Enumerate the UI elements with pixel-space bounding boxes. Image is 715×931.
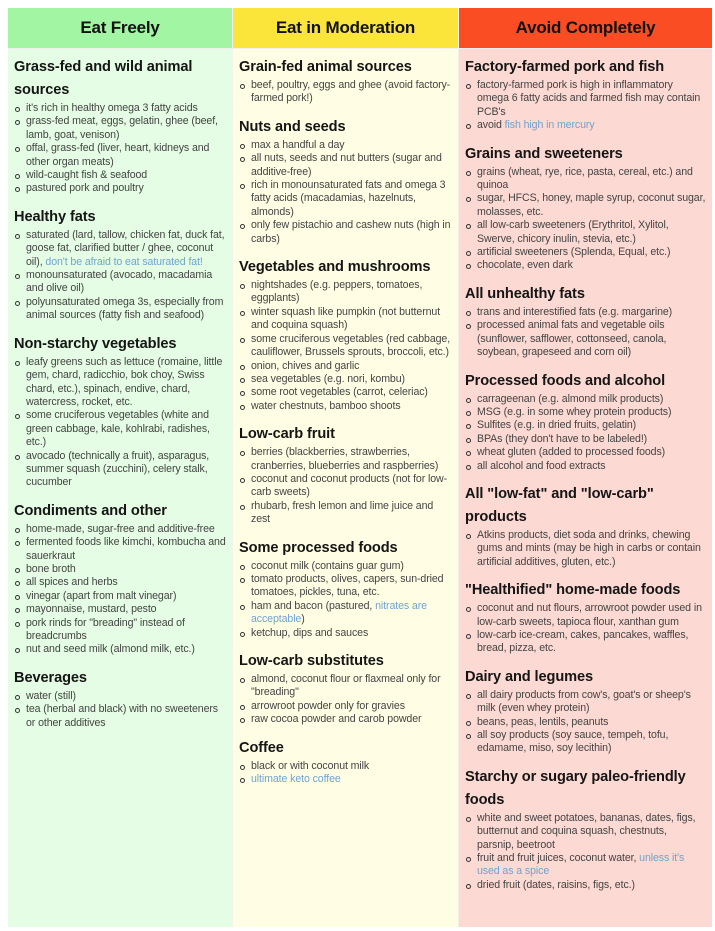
food-list-item — [239, 373, 452, 386]
food-list-item — [465, 319, 706, 359]
food-list-item — [239, 400, 452, 413]
column-eat-freely — [8, 8, 233, 927]
food-list-item — [465, 460, 706, 473]
category-title: All "low-fat" and "low-carb" products — [465, 485, 654, 525]
item-text: almond, coconut flour or flaxmeal only for "breading" — [251, 673, 441, 699]
item-text: max a handful a day — [251, 138, 345, 151]
food-list-item — [239, 306, 452, 333]
category-section — [14, 664, 226, 730]
item-text: nut and seed milk (almond milk, etc.) — [26, 643, 195, 656]
food-list — [14, 356, 226, 490]
item-text: only few pistachio and cashew nuts (high in carbs) — [251, 219, 451, 245]
food-list-item — [465, 246, 706, 259]
item-text: all dairy products from cow's, goat's or sheep's milk (even whey protein) — [477, 688, 691, 715]
food-list-item — [239, 773, 452, 786]
item-text: winter squash like pumpkin (not butternut and coquina squash) — [251, 305, 441, 332]
food-list-item — [239, 600, 452, 627]
item-text: chocolate, even dark — [477, 259, 573, 272]
item-link[interactable]: don't be afraid to eat saturated fat! — [45, 255, 203, 268]
item-text: it's rich in healthy omega 3 fatty acids — [26, 102, 198, 114]
food-list-item — [14, 617, 226, 644]
item-text: processed animal fats and vegetable oils (sunflower, safflower, cottonseed, canola, soybean, grapeseed and corn oil) — [477, 319, 667, 359]
food-list-item — [14, 409, 226, 449]
item-text: coconut milk (contains guar gum) — [251, 559, 404, 572]
category-section — [14, 203, 226, 323]
item-text: raw cocoa powder and carob powder — [251, 713, 422, 726]
category-section — [239, 734, 452, 787]
category-section — [239, 53, 452, 106]
item-text: vinegar (apart from malt vinegar) — [26, 589, 177, 602]
item-text: sea vegetables (e.g. nori, kombu) — [251, 372, 405, 385]
item-text: trans and interestified fats (e.g. margarine) — [477, 305, 673, 318]
food-list — [239, 673, 452, 727]
category-section — [14, 53, 226, 196]
item-link[interactable]: fish high in mercury — [504, 119, 595, 132]
category-title: Factory-farmed pork and fish — [465, 59, 665, 75]
item-text: bone broth — [26, 562, 76, 575]
item-text: wild-caught fish & seafood — [26, 169, 148, 182]
food-list-item — [239, 573, 452, 600]
item-text: all soy products (soy sauce, tempeh, tofu, edamame, miso, soy lecithin) — [477, 729, 669, 755]
item-text: black or with coconut milk — [251, 759, 370, 772]
food-list-item — [465, 529, 706, 569]
food-list-item — [239, 560, 452, 573]
food-list-item — [465, 879, 706, 892]
food-list-item — [239, 673, 452, 700]
item-text: dried fruit (dates, raisins, figs, etc.) — [477, 878, 635, 891]
category-section — [239, 647, 452, 727]
item-text: ketchup, dips and sauces — [251, 626, 369, 639]
food-list-item — [465, 419, 706, 432]
food-list-item — [465, 219, 706, 246]
item-text: grains (wheat, rye, rice, pasta, cereal, etc.) and quinoa — [477, 165, 693, 192]
category-title: Dairy and legumes — [465, 668, 594, 685]
food-list-item — [14, 169, 226, 182]
food-list-item — [465, 192, 706, 219]
item-text: grass-fed meat, eggs, gelatin, ghee (beef, lamb, goat, venison) — [26, 115, 218, 141]
item-text: factory-farmed pork is high in inflammatory omega 6 fatty acids and farmed fish may contain PCB's — [477, 79, 701, 118]
food-list-item — [14, 523, 226, 536]
food-list-item — [14, 576, 226, 589]
food-list-item — [465, 629, 706, 656]
category-title: Vegetables and mushrooms — [239, 259, 431, 276]
item-text: ham and bacon (pastured, — [251, 599, 376, 612]
category-title: Condiments and other — [14, 502, 167, 519]
food-list-item — [465, 689, 706, 716]
item-text: some cruciferous vegetables (white and green cabbage, kale, kohlrabi, radishes, etc.) — [26, 409, 210, 449]
item-text: rich in monounsaturated fats and omega 3 fatty acids (macadamias, hazelnuts, almonds) — [251, 179, 446, 218]
food-list-item — [239, 79, 452, 106]
food-list-item — [239, 500, 452, 527]
food-list — [465, 812, 706, 892]
item-text: fermented foods like kimchi, kombucha and sauerkraut — [26, 536, 226, 562]
food-list-item — [239, 473, 452, 500]
item-text: home-made, sugar-free and additive-free — [26, 522, 215, 535]
food-list-item — [465, 729, 706, 756]
category-section — [14, 497, 226, 657]
food-list-item — [465, 716, 706, 729]
food-list-item — [14, 563, 226, 576]
food-list — [239, 79, 452, 106]
category-section — [465, 663, 706, 756]
food-list-item — [465, 119, 706, 132]
food-list-item — [465, 602, 706, 629]
item-text: arrowroot powder only for gravies — [251, 699, 405, 712]
item-text-after: ) — [301, 613, 305, 626]
food-list-item — [239, 179, 452, 219]
item-text: water (still) — [26, 689, 76, 702]
item-text: beans, peas, lentils, peanuts — [477, 715, 609, 728]
food-list — [465, 529, 706, 569]
item-text: monounsaturated (avocado, macadamia and olive oil) — [26, 269, 213, 295]
category-title: Beverages — [14, 669, 87, 686]
item-link[interactable]: nitrates are acceptable — [251, 599, 427, 626]
category-title: Low-carb substitutes — [239, 653, 384, 669]
food-list — [239, 279, 452, 413]
item-link[interactable]: unless it's used as a spice — [477, 852, 685, 878]
item-text: polyunsaturated omega 3s, especially from animal sources (fatty fish and seafood) — [26, 295, 224, 322]
food-list — [239, 560, 452, 640]
item-text: tomato products, olives, capers, sun-dried tomatoes, pickles, tuna, etc. — [251, 572, 444, 599]
category-section — [465, 576, 706, 656]
item-text: onion, chives and garlic — [251, 359, 360, 372]
food-list-item — [14, 356, 226, 410]
food-list-item — [14, 142, 226, 169]
category-section — [239, 420, 452, 526]
item-text: MSG (e.g. in some whey protein products) — [477, 405, 672, 418]
category-section — [239, 534, 452, 640]
item-text: all alcohol and food extracts — [477, 459, 606, 472]
column-header: Eat Freely — [8, 8, 232, 49]
item-text: Atkins products, diet soda and drinks, chewing gums and mints (may be high in carbs or contain artificial additives, gluten, etc.) — [477, 528, 701, 568]
category-title: Grain-fed animal sources — [239, 59, 412, 75]
food-list-item — [14, 182, 226, 195]
food-list-item — [239, 139, 452, 152]
category-title: Starchy or sugary paleo-friendly foods — [465, 768, 686, 808]
food-list-item — [239, 279, 452, 306]
food-list-item — [465, 393, 706, 406]
food-list-item — [239, 219, 452, 246]
category-section — [465, 53, 706, 133]
column-body — [233, 49, 458, 927]
item-text: pork rinds for "breading" instead of breadcrumbs — [26, 616, 185, 642]
category-section — [465, 763, 706, 892]
item-text: BPAs (they don't have to be labeled!) — [477, 432, 648, 445]
item-text: mayonnaise, mustard, pesto — [26, 603, 157, 616]
food-list — [465, 79, 706, 133]
food-list-item — [239, 333, 452, 360]
food-list-item — [239, 152, 452, 179]
food-list-item — [14, 296, 226, 323]
category-title: Non-starchy vegetables — [14, 335, 177, 352]
category-title: Nuts and seeds — [239, 118, 346, 135]
item-text: saturated (lard, tallow, chicken fat, duck fat, goose fat, clarified butter / ghee, coconut oil), — [26, 228, 225, 268]
item-text: Sulfites (e.g. in dried fruits, gelatin) — [477, 419, 637, 432]
item-text: white and sweet potatoes, bananas, dates, figs, butternut and coquina squash, chestnuts, parsnip, beetroot — [477, 811, 696, 851]
item-text: low-carb ice-cream, cakes, pancakes, waffles, bread, pizza, etc. — [477, 628, 689, 655]
item-text: avocado (technically a fruit), asparagus, summer squash (zucchini), celery stalk, cucumber — [26, 449, 210, 489]
item-link[interactable]: ultimate keto coffee — [251, 773, 341, 786]
item-text: all spices and herbs — [26, 576, 118, 589]
item-text: pastured pork and poultry — [26, 182, 144, 195]
food-list — [239, 760, 452, 787]
item-text: carrageenan (e.g. almond milk products) — [477, 392, 664, 405]
food-list-item — [465, 446, 706, 459]
category-section — [239, 253, 452, 413]
food-list-item — [14, 703, 226, 730]
food-list-item — [14, 643, 226, 656]
food-list-item — [465, 166, 706, 193]
food-list-item — [465, 433, 706, 446]
food-list-item — [465, 79, 706, 119]
item-text: avoid — [477, 119, 505, 132]
category-title: Low-carb fruit — [239, 426, 335, 443]
item-text: leafy greens such as lettuce (romaine, little gem, chard, radicchio, bok choy, Swiss chard, etc.), spinach, endive, chard, watercress, rocket, etc. — [26, 355, 223, 408]
item-text: artificial sweeteners (Splenda, Equal, etc.) — [477, 246, 671, 259]
item-text: offal, grass-fed (liver, heart, kidneys and other organ meats) — [26, 142, 210, 168]
food-list-item — [465, 306, 706, 319]
food-list-item — [465, 259, 706, 272]
column-avoid-completely — [459, 8, 712, 927]
item-text: berries (blackberries, strawberries, cranberries, blueberries and raspberries) — [251, 446, 439, 472]
item-text: water chestnuts, bamboo shoots — [251, 399, 401, 412]
item-text: beef, poultry, eggs and ghee (avoid factory-farmed pork!) — [251, 79, 451, 105]
food-list — [465, 306, 706, 360]
food-list-item — [14, 590, 226, 603]
item-text: nightshades (e.g. peppers, tomatoes, eggplants) — [251, 279, 423, 305]
column-header: Eat in Moderation — [233, 8, 458, 49]
food-list — [14, 523, 226, 657]
category-title: Healthy fats — [14, 208, 96, 225]
item-text: fruit and fruit juices, coconut water, — [477, 852, 640, 865]
category-title: Grass-fed and wild animal sources — [14, 59, 193, 98]
food-list — [465, 393, 706, 473]
food-list-item — [14, 536, 226, 563]
food-list-item — [14, 690, 226, 703]
food-list — [465, 689, 706, 756]
food-list — [14, 102, 226, 196]
food-guide-table — [8, 8, 712, 927]
category-title: Processed foods and alcohol — [465, 372, 666, 389]
food-list-item — [465, 812, 706, 852]
item-text: all low-carb sweeteners (Erythritol, Xylitol, Swerve, chicory inulin, stevia, etc.) — [477, 219, 669, 245]
category-section — [465, 140, 706, 273]
category-section — [14, 330, 226, 490]
category-section — [465, 480, 706, 569]
category-section — [465, 367, 706, 473]
food-list-item — [14, 450, 226, 490]
food-list-item — [239, 446, 452, 473]
food-list-item — [14, 102, 226, 115]
category-title: All unhealthy fats — [465, 285, 585, 302]
item-text: rhubarb, fresh lemon and lime juice and zest — [251, 499, 434, 526]
column-body — [8, 49, 232, 927]
item-text: coconut and coconut products (not for low-carb sweets) — [251, 472, 448, 499]
food-list — [465, 602, 706, 656]
food-list-item — [239, 713, 452, 726]
food-list — [14, 229, 226, 323]
column-eat-in-moderation — [233, 8, 459, 927]
food-list — [239, 139, 452, 246]
food-list-item — [239, 627, 452, 640]
food-list — [465, 166, 706, 273]
food-list — [239, 446, 452, 526]
item-text: some root vegetables (carrot, celeriac) — [251, 386, 428, 399]
food-list-item — [14, 269, 226, 296]
food-list — [14, 690, 226, 730]
item-text: wheat gluten (added to processed foods) — [477, 446, 666, 459]
food-list-item — [14, 603, 226, 616]
food-list-item — [465, 852, 706, 879]
category-title: Some processed foods — [239, 539, 398, 556]
food-list-item — [239, 700, 452, 713]
item-text: tea (herbal and black) with no sweeteners or other additives — [26, 703, 218, 729]
food-list-item — [14, 115, 226, 142]
category-section — [239, 113, 452, 246]
category-section — [465, 280, 706, 360]
category-title: Coffee — [239, 739, 284, 756]
category-title: "Healthified" home-made foods — [465, 582, 681, 599]
category-title: Grains and sweeteners — [465, 145, 623, 162]
column-body — [459, 49, 712, 927]
food-list-item — [465, 406, 706, 419]
food-list-item — [239, 760, 452, 773]
item-text: all nuts, seeds and nut butters (sugar and additive-free) — [251, 152, 442, 178]
food-list-item — [239, 386, 452, 399]
food-list-item — [14, 229, 226, 269]
item-text: some cruciferous vegetables (red cabbage, cauliflower, Brussels sprouts, broccoli, etc.) — [251, 332, 451, 359]
column-header: Avoid Completely — [459, 8, 712, 49]
item-text: sugar, HFCS, honey, maple syrup, coconut sugar, molasses, etc. — [477, 192, 706, 218]
food-list-item — [239, 360, 452, 373]
item-text: coconut and nut flours, arrowroot powder used in low-carb sweets, tapioca flour, xanthan gum — [477, 602, 702, 628]
